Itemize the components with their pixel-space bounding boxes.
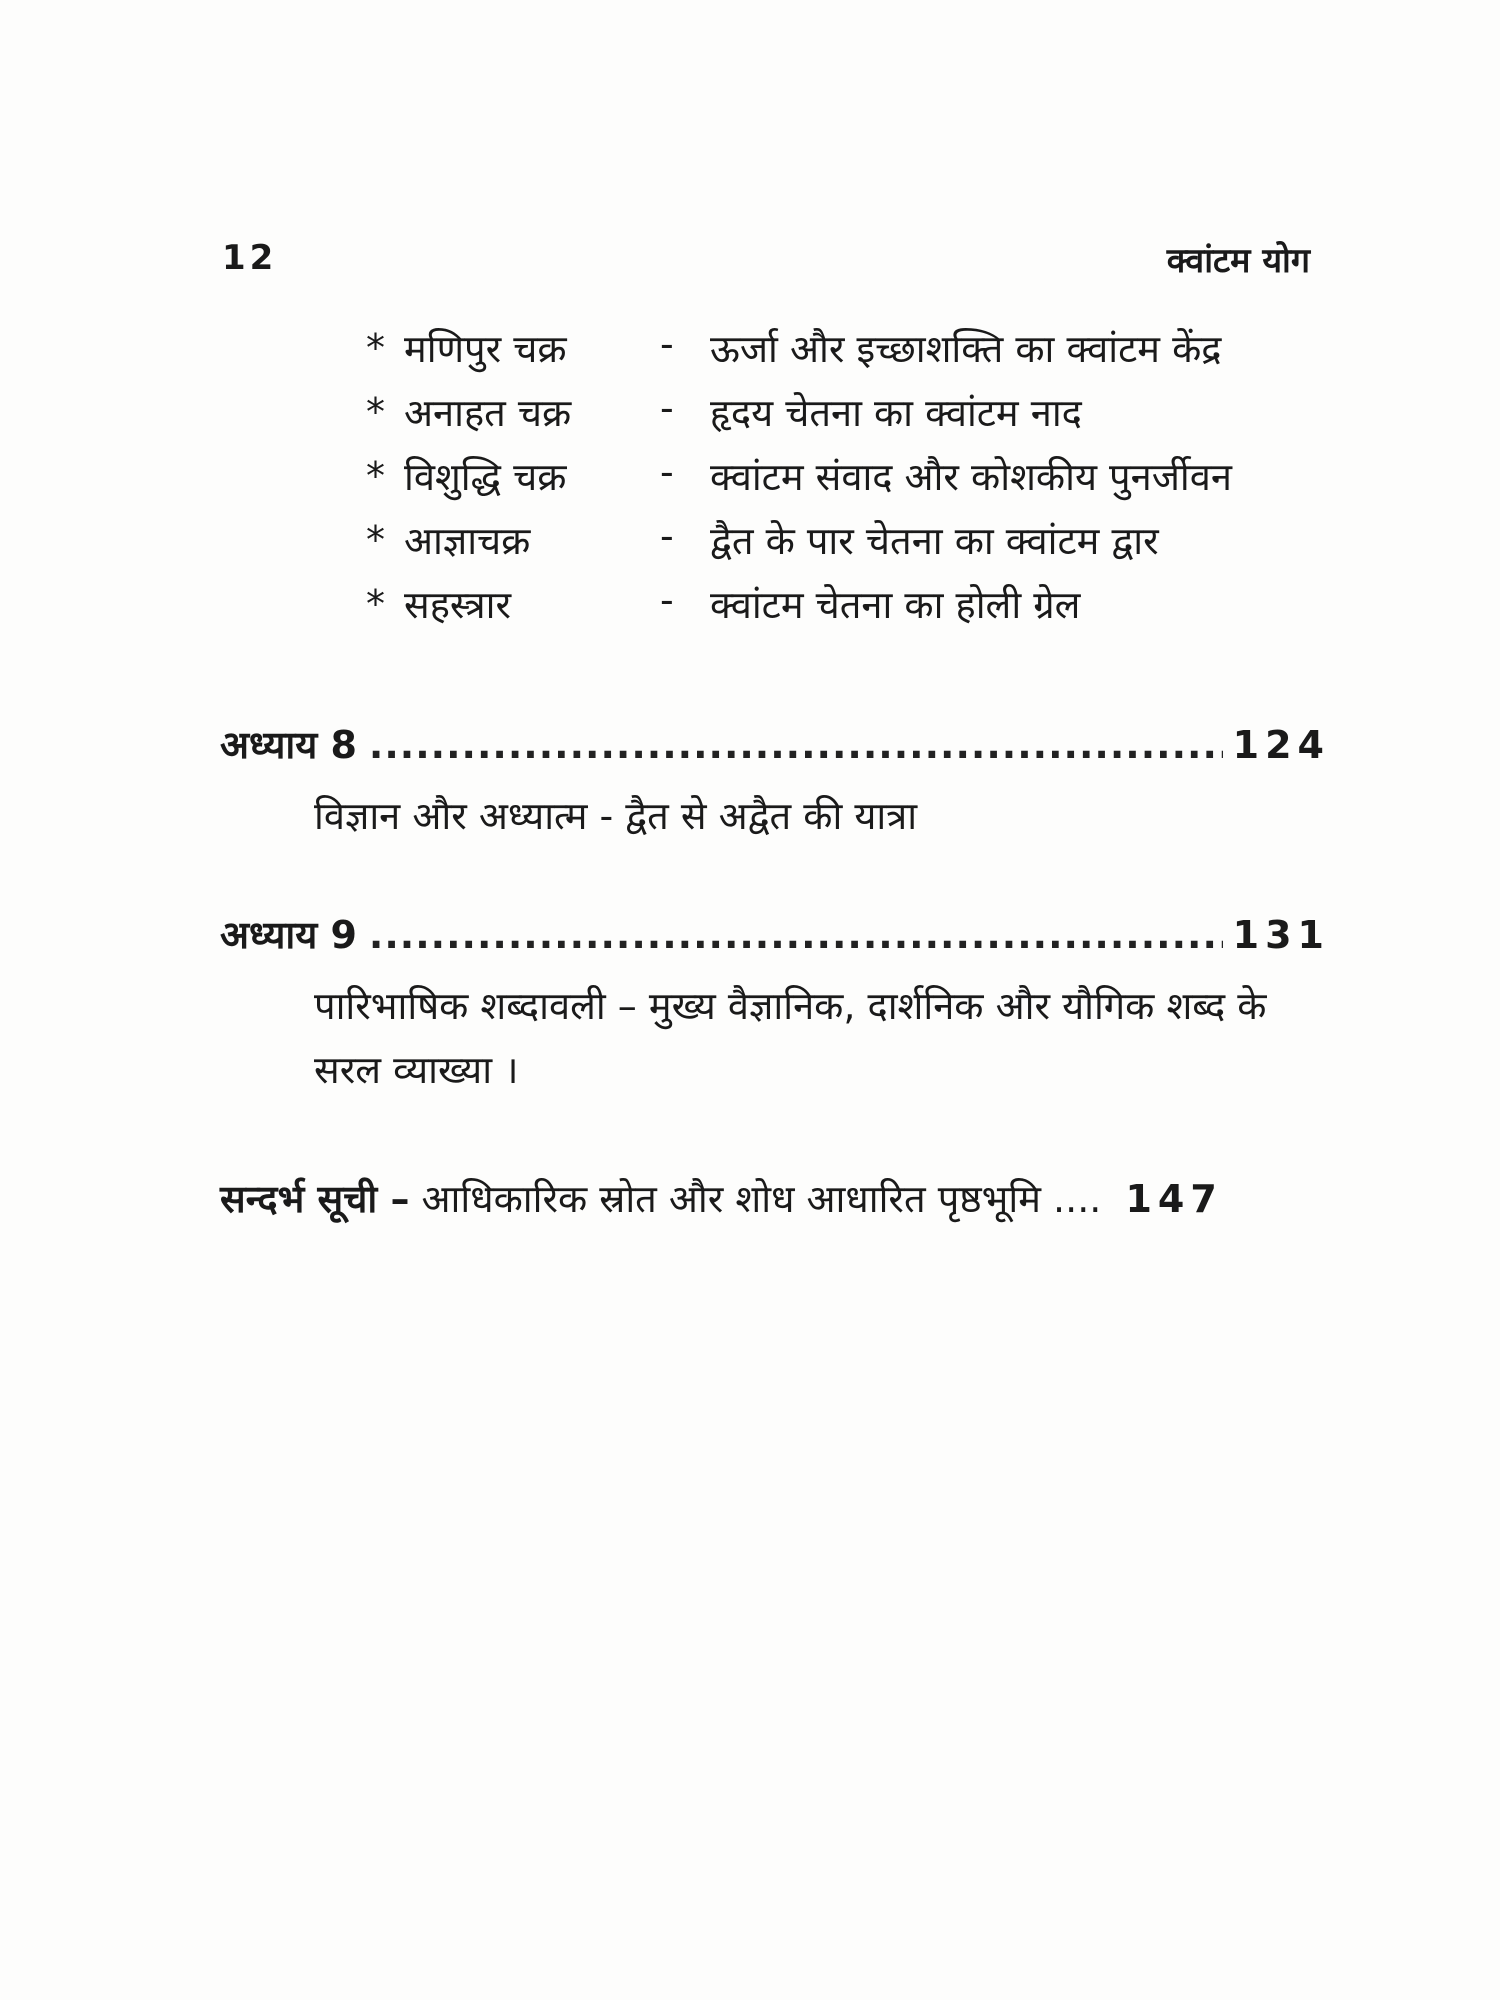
toc-entry-chapter-9: [220, 908, 1330, 1102]
chapter-description: विज्ञान और अध्यात्म - द्वैत से अद्वैत की यात्रा: [314, 794, 918, 838]
toc-entry-heading: [220, 718, 1330, 770]
dot-leader: [369, 723, 1223, 767]
chakra-name: आज्ञाचक्र: [404, 519, 531, 563]
references-description: आधिकारिक स्रोत और शोध आधारित पृष्ठभूमि ....: [421, 1177, 1102, 1221]
separator-dash: -: [660, 514, 674, 558]
toc-entry-chapter-8: [220, 718, 1330, 848]
bullet-asterisk: *: [366, 326, 385, 370]
chakra-name: मणिपुर चक्र: [404, 327, 567, 371]
separator-dash: -: [660, 578, 674, 622]
toc-entry-references: [220, 1172, 1340, 1224]
chapter-page-number: 131: [1232, 913, 1330, 957]
chakra-description: द्वैत के पार चेतना का क्वांटम द्वार: [710, 519, 1159, 563]
chakra-name: विशुद्धि चक्र: [404, 455, 567, 499]
chakra-name: सहस्त्रार: [404, 583, 512, 627]
chakra-row: [366, 450, 1346, 514]
chakra-description: ऊर्जा और इच्छाशक्ति का क्वांटम केंद्र: [710, 327, 1222, 371]
chapter-label: अध्याय 8: [220, 723, 357, 767]
running-title: क्वांटम योग: [1166, 241, 1310, 281]
bullet-asterisk: *: [366, 518, 385, 562]
bullet-asterisk: *: [366, 582, 385, 626]
chakra-row: [366, 514, 1346, 578]
chapter-page-number: 124: [1232, 723, 1330, 767]
chakra-list: [366, 322, 1346, 642]
separator-dash: -: [660, 322, 674, 366]
page-number: 12: [222, 238, 278, 278]
chakra-description: क्वांटम चेतना का होली ग्रेल: [710, 583, 1081, 627]
bullet-asterisk: *: [366, 454, 385, 498]
separator-dash: -: [660, 386, 674, 430]
bullet-asterisk: *: [366, 390, 385, 434]
chakra-row: [366, 322, 1346, 386]
chakra-name: अनाहत चक्र: [404, 391, 572, 435]
chakra-description: हृदय चेतना का क्वांटम नाद: [710, 391, 1082, 435]
dot-leader: [369, 913, 1223, 957]
toc-entry-heading: [220, 908, 1330, 960]
chakra-row: [366, 578, 1346, 642]
references-label: सन्दर्भ सूची –: [220, 1177, 410, 1221]
chapter-description: पारिभाषिक शब्दावली – मुख्य वैज्ञानिक, दार्शनिक और यौगिक शब्द के सरल व्याख्या ।: [314, 984, 1267, 1092]
chapter-label: अध्याय 9: [220, 913, 357, 957]
chakra-row: [366, 386, 1346, 450]
references-page-number: 147: [1125, 1177, 1223, 1221]
separator-dash: -: [660, 450, 674, 494]
chakra-description: क्वांटम संवाद और कोशकीय पुनर्जीवन: [710, 455, 1232, 499]
